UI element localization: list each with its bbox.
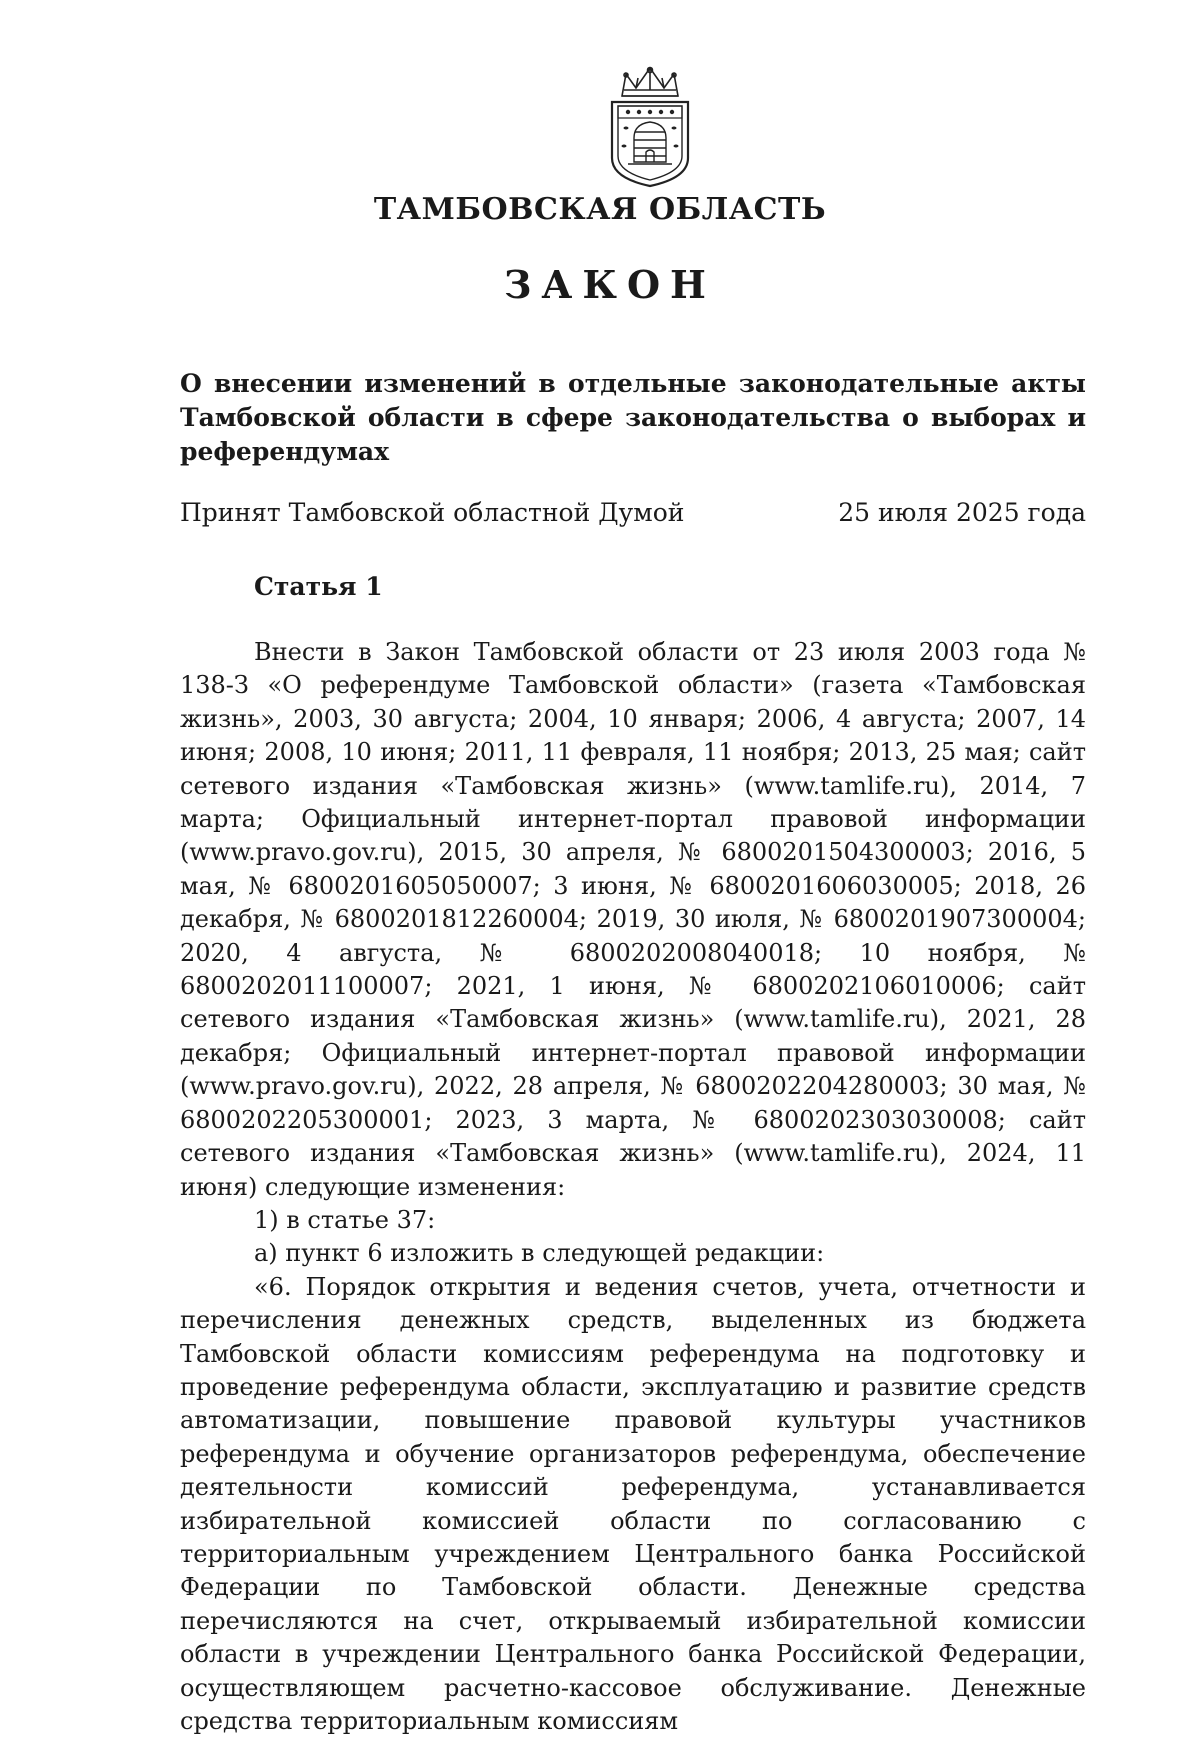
region-name: ТАМБОВСКАЯ ОБЛАСТЬ <box>373 192 827 227</box>
adoption-date: 25 июля 2025 года <box>838 498 1086 527</box>
adopted-by: Принят Тамбовской областной Думой <box>180 498 685 527</box>
tambov-coat-of-arms-icon <box>604 66 696 188</box>
article-paragraph: а) пункт 6 изложить в следующей редакции: <box>254 1239 825 1268</box>
article-paragraph: Внести в Закон Тамбовской области от 23 июля 2003 года № 138-З «О референдуме Тамбовской области» (газета «Тамбовская жизнь», 2003, 30 августа; 2004, 10 января; 2006, 4 августа; 2007, 14 июня; 2008, 10 июня; 2011, 11 февраля, 11 ноября; 2013, 25 мая; сайт сетевого издания «Тамбовская жизнь» (www.tamlife.ru), 2014, 7 марта; Официальный интернет-портал правовой информации (www.pravo.gov.ru), 2015, 30 апреля, № 6800201504300003; 2016, 5 мая, № 6800201605050007; 3 июня, № 6800201606030005; 2018, 26 декабря, № 6800201812260004; 2019, 30 июля, № 6800201907300004; 2020, 4 августа, № 6800202008040018; 10 ноября, № 6800202011100007; 2021, 1 июня, № 6800202106010006; сайт сетевого издания «Тамбовская жизнь» (www.tamlife.ru), 2021, 28 декабря; Официальный интернет-портал правовой информации (www.pravo.gov.ru), 2022, 28 апреля, № 6800202204280003; 30 мая, № 6800202205300001; 2023, 3 марта, № 6800202303030008; сайт сетевого издания «Тамбовская жизнь» (www.tamlife.ru), 2024, 11 июня) следующие изменения: <box>180 638 1086 1201</box>
article-heading: Статья 1 <box>254 572 383 601</box>
law-title: О внесении изменений в отдельные законодательные акты Тамбовской области в сфере законодательства о выборах и референдумах <box>180 369 1086 466</box>
article-body <box>180 636 1086 1738</box>
document-type: ЗАКОН <box>504 262 716 307</box>
article-paragraph: «6. Порядок открытия и ведения счетов, учета, отчетности и перечисления денежных средств, выделенных из бюджета Тамбовской области комиссиям референдума на подготовку и проведение референдума области, эксплуатацию и развитие средств автоматизации, повышение правовой культуры участников референдума и обучение организаторов референдума, обеспечение деятельности комиссий референдума, устанавливается избирательной комиссией области по согласованию с территориальным учреждением Центрального банка Российской Федерации по Тамбовской области. Денежные средства перечисляются на счет, открываемый избирательной комиссии области в учреждении Центрального банка Российской Федерации, осуществляющем расчетно-кассовое обслуживание. Денежные средства территориальным комиссиям <box>180 1272 1086 1735</box>
article-paragraph: 1) в статье 37: <box>254 1205 436 1234</box>
